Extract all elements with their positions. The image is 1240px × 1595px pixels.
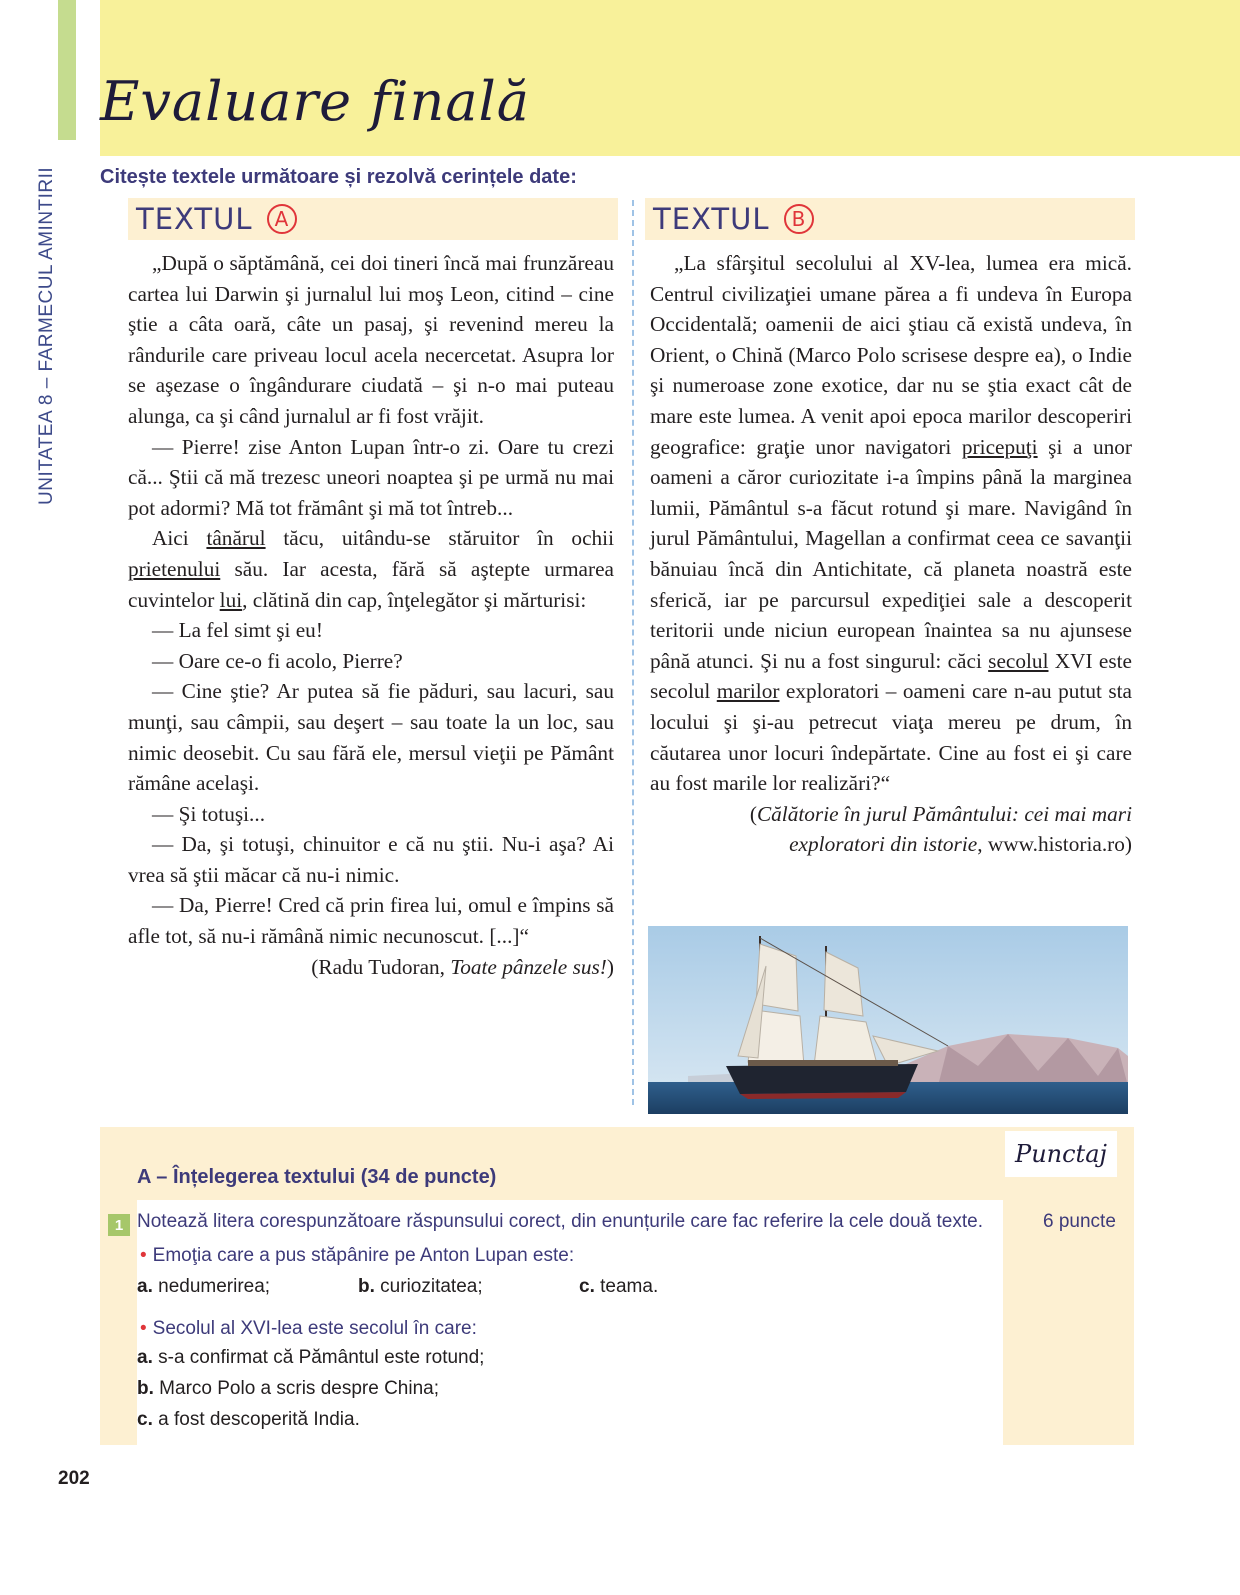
text-a-label: TEXTUL: [136, 202, 253, 236]
text-a-paragraph: — Şi totuşi...: [152, 801, 266, 826]
text-a-paragraph: — Oare ce-o fi acolo, Pierre?: [152, 648, 403, 673]
text-a-paragraph: — La fel simt şi eu!: [152, 618, 323, 643]
page-number: 202: [58, 1468, 90, 1489]
option-key: b.: [137, 1378, 154, 1399]
unit-label: UNITATEA 8 – FARMECUL AMINTIRII: [36, 166, 57, 505]
option-text: nedumerirea;: [152, 1276, 271, 1297]
bullet-icon: •: [140, 1245, 147, 1266]
question-text: Notează litera corespunzătoare răspunsului corect, din enunțurile care fac referire la cele două texte.: [137, 1211, 983, 1232]
text-a-paragraph: — Pierre! zise Anton Lupan într-o zi. Oare tu crezi că... Ştii că mă trezesc uneori noaptea şi pe urmă nu mai pot adormi? Mă tot frământ şi mă tot întreb...: [128, 434, 614, 520]
prompt-text: Emoţia care a pus stăpânire pe Anton Lupan este:: [152, 1245, 575, 1266]
text-a-paragraph: [128, 523, 614, 615]
text-span: , clătină din cap, înţelegător şi mărturisi:: [242, 587, 587, 612]
text-a-paragraph: — Da, şi totuşi, chinuitor e că nu ştii. Nu-i aşa? Ai vrea să ştii măcar că nu-i nimic.: [128, 832, 614, 887]
option-text: curiozitatea;: [374, 1276, 483, 1297]
sailing-ship-photo: [648, 926, 1128, 1114]
text-span: exploratori – oameni care n-au putut sta locului şi şi-au petrecut viaţa mereu pe drum, în căutarea unor locuri îndepărtate. Cine au fost ei şi care au fost marile lor realizări?“: [650, 679, 1132, 796]
option-text: a fost descoperită India.: [152, 1409, 360, 1430]
text-span: , www.historia.ro): [977, 832, 1132, 857]
question-number-badge: 1: [108, 1214, 130, 1236]
item-1-prompt: [140, 1245, 574, 1267]
instruction: Citește textele următoare și rezolvă cerințele date:: [100, 166, 577, 188]
option-key: c.: [579, 1276, 595, 1297]
option-text: Marco Polo a scris despre China;: [153, 1378, 440, 1399]
text-a-paragraph: — Da, Pierre! Cred că prin firea lui, omul e împins să afle tot, să nu-i rămână nimic necunoscut. [...]“: [128, 893, 614, 949]
item-2-option-b[interactable]: [137, 1378, 439, 1400]
text-span: Aici: [152, 526, 207, 551]
text-b-paragraph: [650, 248, 1132, 799]
text-a-body: [128, 248, 614, 982]
item-1-option-b[interactable]: [358, 1276, 483, 1298]
text-b-source: [650, 799, 1132, 860]
text-span: (: [749, 801, 757, 826]
option-key: a.: [137, 1347, 153, 1368]
item-1-option-c[interactable]: [579, 1276, 658, 1298]
text-b-header: [645, 198, 1135, 240]
side-color-bar: [58, 0, 76, 140]
item-2-prompt: [140, 1318, 477, 1340]
text-span: său. Iar acesta, fără să aştepte urmarea cuvintelor: [128, 556, 614, 612]
text-a-paragraph: „După o săptămână, cei doi tineri încă mai frunzăreau cartea lui Darwin şi jurnalul lui moş Leon, citind – cine ştie a câta oară, câte un pasaj, şi revenind mereu la rândurile care priveau locul acela necercetat. Asupra lor se aşezase o îngândurare ciudată – şi n-o mai puteau alunga, ca şi când jurnalul ar fi fost vrăjit.: [128, 251, 614, 428]
option-key: c.: [137, 1409, 153, 1430]
text-span: ): [606, 954, 614, 979]
text-span: „La sfârşitul secolului al XV-lea, lumea era mică. Centrul civilizaţiei umane părea a fi undeva în Europa Occidentală; oamenii de aici ştiau că există undeva, în Orient, o Chină (Marco Polo scrisese despre ea), o Indie şi numeroase zone exotice, dar nu se ştia exact cât de mare este lumea. A venit apoi epoca marilor descoperiri geografice: graţie unor navigatori: [650, 251, 1132, 459]
sailing-ship-illustration: [648, 926, 1128, 1114]
text-a-source: [128, 952, 614, 983]
question-points: 6 puncte: [1043, 1211, 1116, 1232]
underlined-word: prietenului: [128, 556, 221, 581]
item-2-option-c[interactable]: [137, 1409, 360, 1431]
underlined-word: pricepuţi: [961, 434, 1038, 459]
punctaj-header: Punctaj: [1005, 1131, 1117, 1177]
underlined-word: secolul: [988, 648, 1049, 673]
bullet-icon: •: [140, 1318, 147, 1339]
underlined-word: marilor: [716, 679, 780, 704]
text-span: XVI este secolul: [650, 648, 1132, 704]
text-b-label: TEXTUL: [653, 202, 770, 236]
text-a-letter-badge: A: [267, 204, 297, 234]
text-a-header: [128, 198, 618, 240]
text-span: şi a unor oameni a căror curiozitate i-a împins până la marginea lumii, Pământul s-a făcut rotund şi mare. Navigând în jurul Pământului, Magellan a confirmat ceea ce savanţii bănuiau încă din Antichitate, că planeta noastră este sferică, iar pe parcursul expediţiei sale a descoperit teritorii unde niciun european înaintea sa nu ajunsese până atunci. Şi nu a fost singurul: căci: [650, 434, 1133, 673]
option-key: b.: [358, 1276, 375, 1297]
source-title: Toate pânzele sus!: [450, 954, 607, 979]
text-a-paragraph: — Cine ştie? Ar putea să fie păduri, sau lacuri, sau munţi, sau câmpii, sau deşert – sau toate la un loc, sau nimic deosebit. Cu sau fără ele, mersul vieţii pe Pământ rămâne acelaşi.: [128, 679, 614, 796]
text-b-body: [650, 248, 1132, 860]
option-text: s-a confirmat că Pământul este rotund;: [152, 1347, 485, 1368]
option-text: teama.: [594, 1276, 659, 1297]
source-title: Călătorie în jurul Pământului: cei mai mari exploratori din istorie: [756, 801, 1132, 857]
prompt-text: Secolul al XVI-lea este secolul în care:: [152, 1318, 477, 1339]
item-1-option-a[interactable]: [137, 1276, 270, 1298]
underlined-word: lui: [219, 587, 243, 612]
text-b-letter-badge: B: [784, 204, 814, 234]
text-span: tăcu, uitându-se stăruitor în ochii: [265, 526, 615, 551]
underlined-word: tânărul: [206, 526, 266, 551]
text-span: (Radu Tudoran,: [311, 954, 451, 979]
section-heading: A – Înțelegerea textului (34 de puncte): [137, 1166, 497, 1188]
page-title: Evaluare finală: [100, 70, 530, 133]
item-2-option-a[interactable]: [137, 1347, 484, 1369]
option-key: a.: [137, 1276, 153, 1297]
column-divider: [632, 200, 634, 1105]
